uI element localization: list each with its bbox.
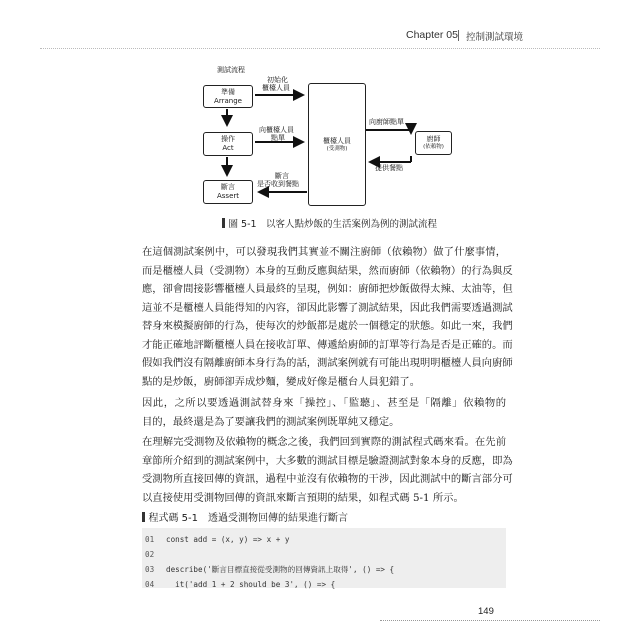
chapter-header xyxy=(392,29,592,45)
code-caption xyxy=(142,509,348,524)
paragraph-3 xyxy=(142,433,513,507)
text-line: 應，卻會間接影響櫃檯人員最終的呈現，例如：廚師把炒飯做得太辣、太油等，但 xyxy=(142,283,513,295)
waiter-box xyxy=(308,83,366,206)
assert-label-2: 是否收到餐點 xyxy=(257,180,299,188)
text-line: 在理解完受測物及依賴物的概念之後，我們回到實際的測試程式碼來看。在先前 xyxy=(142,436,506,448)
chef-role: (依賴物) xyxy=(423,144,444,150)
text-line: 目的，最終還是為了要讓我們的測試案例既單純又穩定。 xyxy=(142,415,400,428)
text-line: 替身來模擬廚師的行為，使每次的炒飯都是處於一個穩定的狀態。如此一來，我們 xyxy=(142,320,513,332)
line-number: 01 xyxy=(145,535,155,544)
waiter-label: 櫃檯人員 xyxy=(323,136,351,145)
code-caption-text: 程式碼 5-1 透過受測物回傳的結果進行斷言 xyxy=(148,513,349,524)
text-line: 以直接使用受測物回傳的資訊來斷言預期的結果，如程式碼 5-1 所示。 xyxy=(142,491,464,504)
text-line: 章節所介紹到的測試案例中，大多數的測試目標是驗證測試對象本身的反應，即為 xyxy=(142,454,513,467)
act-label: 操作 xyxy=(221,135,235,143)
text-line: 這並不是櫃檯人員能得知的內容，卻因此影響了測試結果，因此我們需要透過測試 xyxy=(142,301,513,314)
paragraph-2 xyxy=(142,394,506,431)
text-line: 受測物所直接回傳的資訊，過程中並沒有依賴物的干涉，因此測試中的斷言部分可 xyxy=(142,473,513,485)
code-text: it('add 1 + 2 should be 3', () => { xyxy=(166,580,336,589)
act-label-en: Act xyxy=(222,144,234,152)
text-line: 因此，之所以要透過測試替身來「操控」、「監聽」、甚至是「隔離」依賴物的 xyxy=(142,397,506,409)
code-line xyxy=(142,562,506,577)
caption-marker xyxy=(222,218,225,228)
init-label-2: 櫃檯人員 xyxy=(262,84,290,92)
line-number: 03 xyxy=(145,565,155,574)
assert-label-en: Assert xyxy=(216,192,239,200)
line-number: 02 xyxy=(145,550,155,559)
arrange-label-en: Arrange xyxy=(214,96,242,105)
chef-box xyxy=(415,131,452,155)
chapter-number: Chapter 05 xyxy=(406,29,458,41)
chef-label: 廚師 xyxy=(426,135,441,143)
order-label-2: 點單 xyxy=(271,134,285,142)
header-divider xyxy=(458,30,459,41)
text-line: 點的是炒飯，廚師卻弄成炒麵，變成好像是櫃台人員犯錯了。 xyxy=(142,375,421,388)
code-line xyxy=(142,532,506,547)
text-line: 假如我們沒有隔離廚師本身行為的話，測試案例就有可能出現明明櫃檯人員向廚師 xyxy=(142,357,513,369)
code-text: const add = (x, y) => x + y xyxy=(166,535,290,544)
init-label-1: 初始化 xyxy=(267,76,288,84)
text-line: 在這個測試案例中，可以發現我們其實並不關注廚師（依賴物）做了什麼事情， xyxy=(142,246,506,258)
test-flow-diagram xyxy=(195,64,455,214)
act-box xyxy=(203,132,253,156)
order-label-1: 向櫃檯人員 xyxy=(259,126,294,134)
header-rule xyxy=(40,48,600,49)
figure-caption xyxy=(222,216,437,230)
footer-rule xyxy=(380,620,600,621)
diagram-title: 測試流程 xyxy=(217,66,245,74)
code-line xyxy=(142,547,506,562)
assert-box xyxy=(203,180,253,204)
arrange-label: 準備 xyxy=(221,87,235,96)
text-line: 才能正確地評斷櫃檯人員在接收訂單、傳遞給廚師的訂單等行為是否是正確的。而 xyxy=(142,338,513,351)
page-number: 149 xyxy=(478,606,494,617)
arrange-box xyxy=(203,85,253,108)
line-number: 04 xyxy=(145,580,155,589)
assert-label-1: 斷言 xyxy=(275,172,289,180)
waiter-role: (受測物) xyxy=(326,145,348,152)
to-chef-label: 向廚師點單 xyxy=(369,118,404,126)
text-line: 而是櫃檯人員（受測物）本身的互動反應與結果，然而廚師（依賴物）的行為與反 xyxy=(142,264,513,277)
code-line xyxy=(142,577,506,592)
chapter-title: 控制測試環境 xyxy=(466,32,524,43)
code-block xyxy=(142,528,506,588)
code-text: describe('斷言目標直接從受測物的回傳資訊上取得', () => { xyxy=(166,565,395,574)
caption-marker xyxy=(142,512,145,522)
figure-caption-text: 圖 5-1 以客人點炒飯的生活案例為例的測試流程 xyxy=(228,219,438,230)
from-chef-label: 提供餐點 xyxy=(375,164,403,172)
paragraph-1 xyxy=(142,243,513,391)
assert-label: 斷言 xyxy=(221,183,235,191)
